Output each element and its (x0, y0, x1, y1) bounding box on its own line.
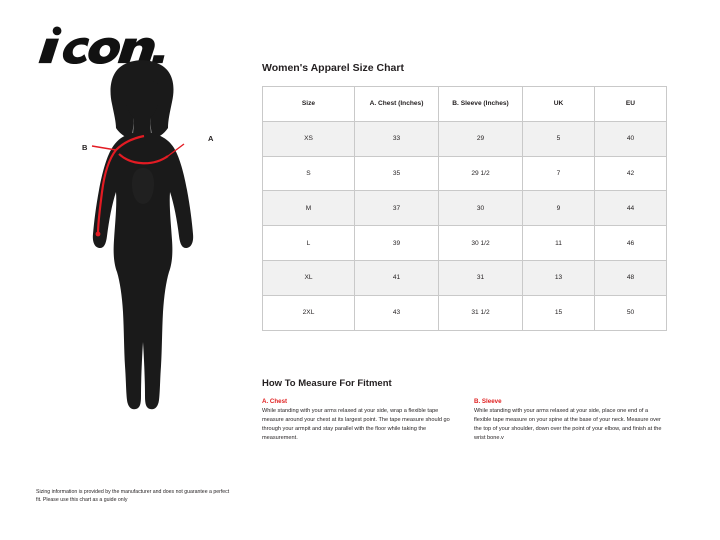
cell-uk: 7 (523, 156, 595, 191)
cell-sleeve: 29 1/2 (439, 156, 523, 191)
table-row (263, 121, 667, 156)
footer-disclaimer: Sizing information is provided by the manufacturer and does not guarantee a perfect fit. Please use this chart as a guide only (36, 489, 230, 504)
cell-uk: 15 (523, 295, 595, 330)
column-header-uk: UK (523, 87, 595, 122)
cell-eu: 40 (595, 121, 667, 156)
cell-size: S (263, 156, 355, 191)
left-panel (0, 0, 252, 540)
table-row (263, 191, 667, 226)
cell-size: M (263, 191, 355, 226)
how-to-chest (262, 398, 454, 443)
how-to-measure-title: How To Measure For Fitment (262, 378, 392, 389)
cell-chest: 41 (355, 260, 439, 295)
how-to-measure-section (262, 378, 666, 443)
table-row (263, 156, 667, 191)
how-to-chest-body: While standing with your arms relaxed at your side, wrap a flexible tape measure around your chest at its largest point. The tape measure should go through your armpit and stay parallel with the floor while taking the measurement. (262, 408, 450, 442)
cell-eu: 50 (595, 295, 667, 330)
cell-eu: 48 (595, 260, 667, 295)
cell-chest: 39 (355, 226, 439, 261)
column-header-chest: A. Chest (Inches) (355, 87, 439, 122)
cell-chest: 35 (355, 156, 439, 191)
cell-size: XL (263, 260, 355, 295)
measure-label-a: A (208, 134, 214, 143)
cell-eu: 46 (595, 226, 667, 261)
cell-chest: 43 (355, 295, 439, 330)
cell-sleeve: 30 (439, 191, 523, 226)
right-panel (262, 0, 702, 540)
table-row (263, 226, 667, 261)
table-row (263, 260, 667, 295)
cell-sleeve: 30 1/2 (439, 226, 523, 261)
size-chart-table (262, 86, 667, 331)
how-to-sleeve-body: While standing with your arms relaxed at your side, place one end of a flexible tape measure on your spine at the base of your neck. Measure over the top of your shoulder, down over the point of your elbow, and finish at the wrist bone.v (474, 408, 662, 442)
cell-uk: 5 (523, 121, 595, 156)
table-row (263, 295, 667, 330)
cell-eu: 44 (595, 191, 667, 226)
column-header-sleeve: B. Sleeve (Inches) (439, 87, 523, 122)
cell-uk: 13 (523, 260, 595, 295)
how-to-chest-heading: A. Chest (262, 398, 288, 405)
how-to-sleeve-heading: B. Sleeve (474, 398, 502, 405)
cell-size: L (263, 226, 355, 261)
cell-chest: 37 (355, 191, 439, 226)
cell-sleeve: 31 (439, 260, 523, 295)
cell-eu: 42 (595, 156, 667, 191)
cell-uk: 11 (523, 226, 595, 261)
cell-sleeve: 29 (439, 121, 523, 156)
table-header-row (263, 87, 667, 122)
cell-sleeve: 31 1/2 (439, 295, 523, 330)
cell-size: 2XL (263, 295, 355, 330)
cell-uk: 9 (523, 191, 595, 226)
page-title: Women's Apparel Size Chart (262, 62, 404, 74)
cell-size: XS (263, 121, 355, 156)
body-measurement-diagram (62, 58, 222, 418)
cell-chest: 33 (355, 121, 439, 156)
how-to-sleeve (474, 398, 666, 443)
column-header-size: Size (263, 87, 355, 122)
measure-label-b: B (82, 143, 88, 152)
column-header-eu: EU (595, 87, 667, 122)
